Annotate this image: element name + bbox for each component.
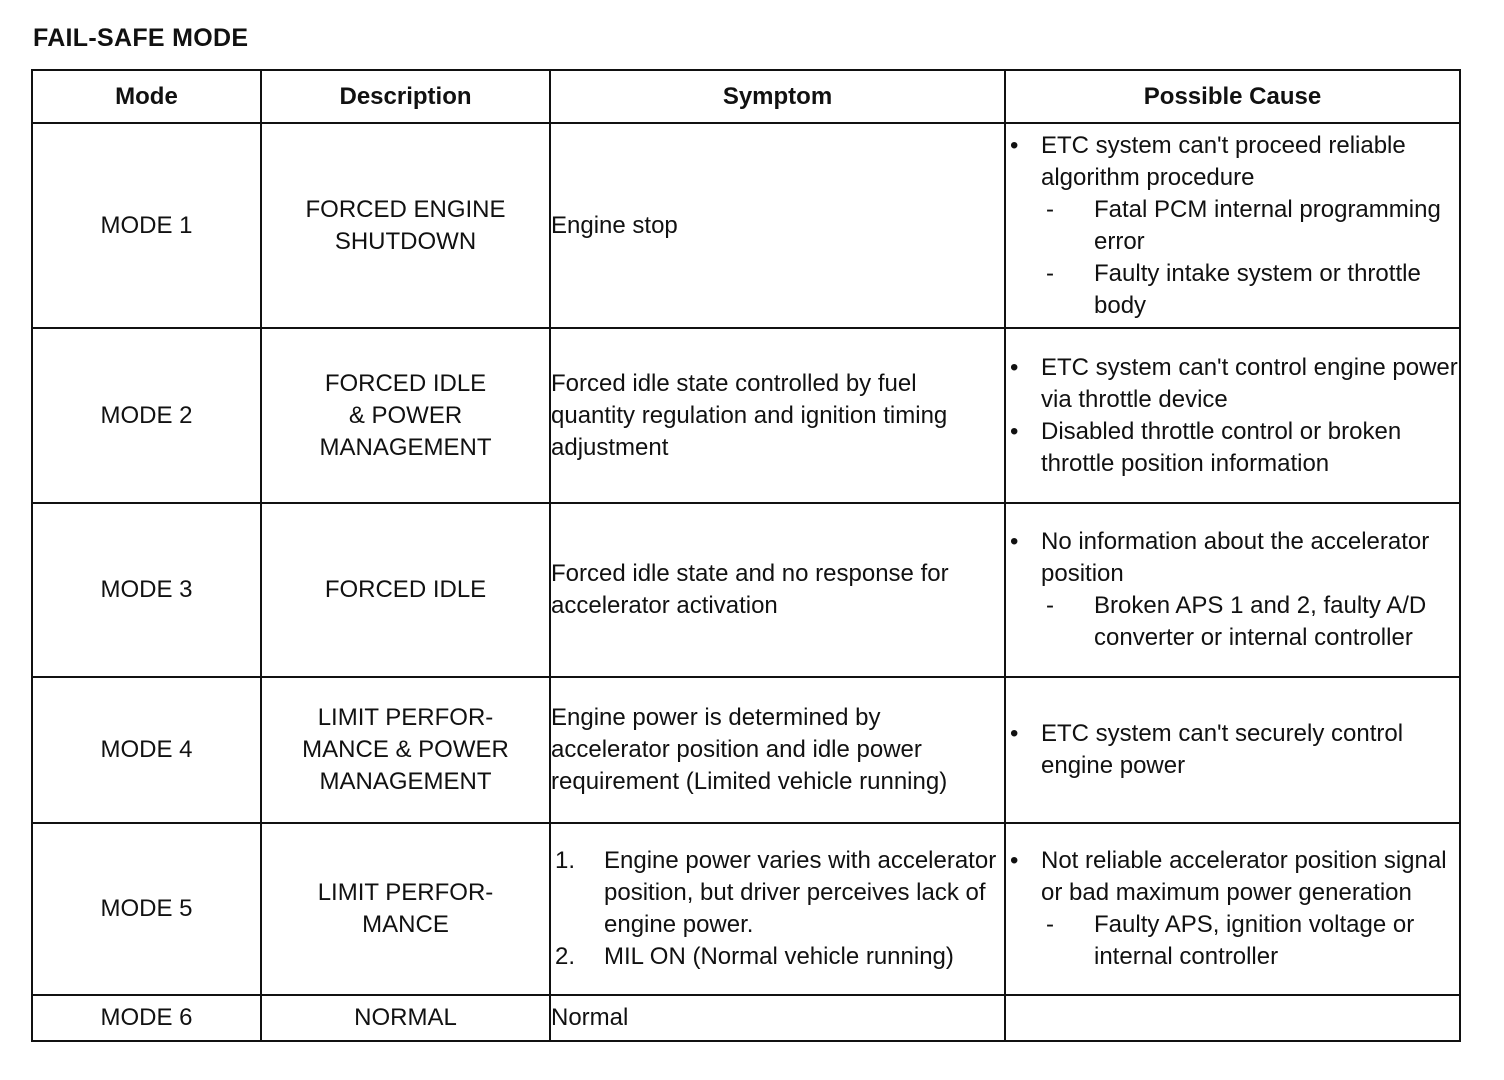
cause-list bbox=[1006, 526, 1459, 654]
symptom-text: MIL ON (Normal vehicle running) bbox=[604, 943, 954, 970]
table-row bbox=[32, 995, 1460, 1041]
table-row bbox=[32, 677, 1460, 823]
cause-list bbox=[1006, 130, 1459, 322]
cause-item bbox=[1006, 526, 1459, 654]
header-row bbox=[32, 70, 1460, 123]
cause-cell bbox=[1005, 677, 1460, 823]
table-row bbox=[32, 328, 1460, 503]
sub-cause-list bbox=[1041, 590, 1459, 654]
description-line: NORMAL bbox=[354, 1004, 457, 1031]
symptom-cell: Normal bbox=[550, 995, 1005, 1041]
cause-list bbox=[1006, 718, 1459, 782]
description-line: FORCED IDLE bbox=[324, 369, 487, 397]
mode-cell: MODE 5 bbox=[32, 823, 261, 995]
cause-text: ETC system can't securely control engine power bbox=[1041, 720, 1404, 779]
mode-cell: MODE 4 bbox=[32, 677, 261, 823]
sub-cause-item: - Faulty intake system or throttle body bbox=[1041, 258, 1459, 322]
cause-item bbox=[1006, 130, 1459, 322]
cause-list bbox=[1006, 845, 1459, 973]
table-row bbox=[32, 123, 1460, 328]
description-line: MANAGEMENT bbox=[319, 433, 492, 461]
description-line: MANCE bbox=[362, 911, 449, 938]
header-mode: Mode bbox=[32, 70, 261, 123]
sub-cause-list bbox=[1041, 909, 1459, 973]
table-row bbox=[32, 823, 1460, 995]
mode-cell: MODE 1 bbox=[32, 123, 261, 328]
symptom-list bbox=[551, 845, 1004, 973]
sub-cause-list bbox=[1041, 194, 1459, 322]
fail-safe-table bbox=[31, 69, 1461, 1042]
description-line: MANCE & POWER bbox=[302, 736, 509, 763]
cause-cell bbox=[1005, 823, 1460, 995]
header-description: Description bbox=[261, 70, 550, 123]
cause-cell bbox=[1005, 123, 1460, 328]
cause-cell bbox=[1005, 328, 1460, 503]
cause-cell bbox=[1005, 995, 1460, 1041]
symptom-item bbox=[551, 845, 1004, 941]
cause-list bbox=[1006, 352, 1459, 480]
symptom-item bbox=[551, 941, 1004, 973]
symptom-cell: Engine stop bbox=[550, 123, 1005, 328]
mode-cell: MODE 6 bbox=[32, 995, 261, 1041]
cause-item bbox=[1006, 845, 1459, 973]
symptom-number: 1. bbox=[555, 847, 576, 874]
description-cell bbox=[261, 123, 550, 328]
symptom-cell: Engine power is determined by accelerator position and idle power requirement (Limited vehicle running) bbox=[550, 677, 1005, 823]
cause-item bbox=[1006, 718, 1459, 782]
cause-item bbox=[1006, 352, 1459, 416]
symptom-cell bbox=[550, 823, 1005, 995]
cause-text: Not reliable accelerator position signal or bad maximum power generation bbox=[1041, 847, 1447, 906]
sub-cause-item: - Faulty APS, ignition voltage or internal controller bbox=[1041, 909, 1459, 973]
header-possible-cause: Possible Cause bbox=[1005, 70, 1460, 123]
symptom-number: 2. bbox=[555, 943, 576, 970]
sub-cause-item: - Broken APS 1 and 2, faulty A/D converter or internal controller bbox=[1041, 590, 1459, 654]
cause-text: Disabled throttle control or broken throttle position information bbox=[1041, 417, 1402, 477]
cause-text: ETC system can't control engine power via throttle device bbox=[1041, 353, 1458, 413]
cause-item bbox=[1006, 416, 1459, 480]
table-row bbox=[32, 503, 1460, 677]
symptom-text: Engine power varies with accelerator position, but driver perceives lack of engine power. bbox=[604, 847, 997, 938]
description-line: & POWER bbox=[348, 401, 463, 429]
description-cell bbox=[261, 823, 550, 995]
description-cell bbox=[261, 503, 550, 677]
description-cell bbox=[261, 995, 550, 1041]
mode-cell: MODE 3 bbox=[32, 503, 261, 677]
description-line: LIMIT PERFOR- bbox=[317, 704, 494, 731]
description-cell bbox=[261, 677, 550, 823]
description-line: SHUTDOWN bbox=[334, 227, 477, 255]
description-line: FORCED IDLE bbox=[324, 576, 487, 603]
page-title: FAIL-SAFE MODE bbox=[33, 24, 249, 52]
symptom-cell: Forced idle state and no response for accelerator activation bbox=[550, 503, 1005, 677]
cause-text: No information about the accelerator position bbox=[1041, 528, 1430, 587]
sub-cause-item: - Fatal PCM internal programming error bbox=[1041, 194, 1459, 258]
description-line: FORCED ENGINE bbox=[305, 195, 506, 223]
symptom-cell: Forced idle state controlled by fuel quantity regulation and ignition timing adjustment bbox=[550, 328, 1005, 503]
header-symptom: Symptom bbox=[550, 70, 1005, 123]
mode-cell: MODE 2 bbox=[32, 328, 261, 503]
cause-cell bbox=[1005, 503, 1460, 677]
description-cell bbox=[261, 328, 550, 503]
description-line: MANAGEMENT bbox=[319, 768, 492, 795]
cause-text: ETC system can't proceed reliable algorithm procedure bbox=[1041, 131, 1406, 191]
description-line: LIMIT PERFOR- bbox=[317, 879, 494, 906]
